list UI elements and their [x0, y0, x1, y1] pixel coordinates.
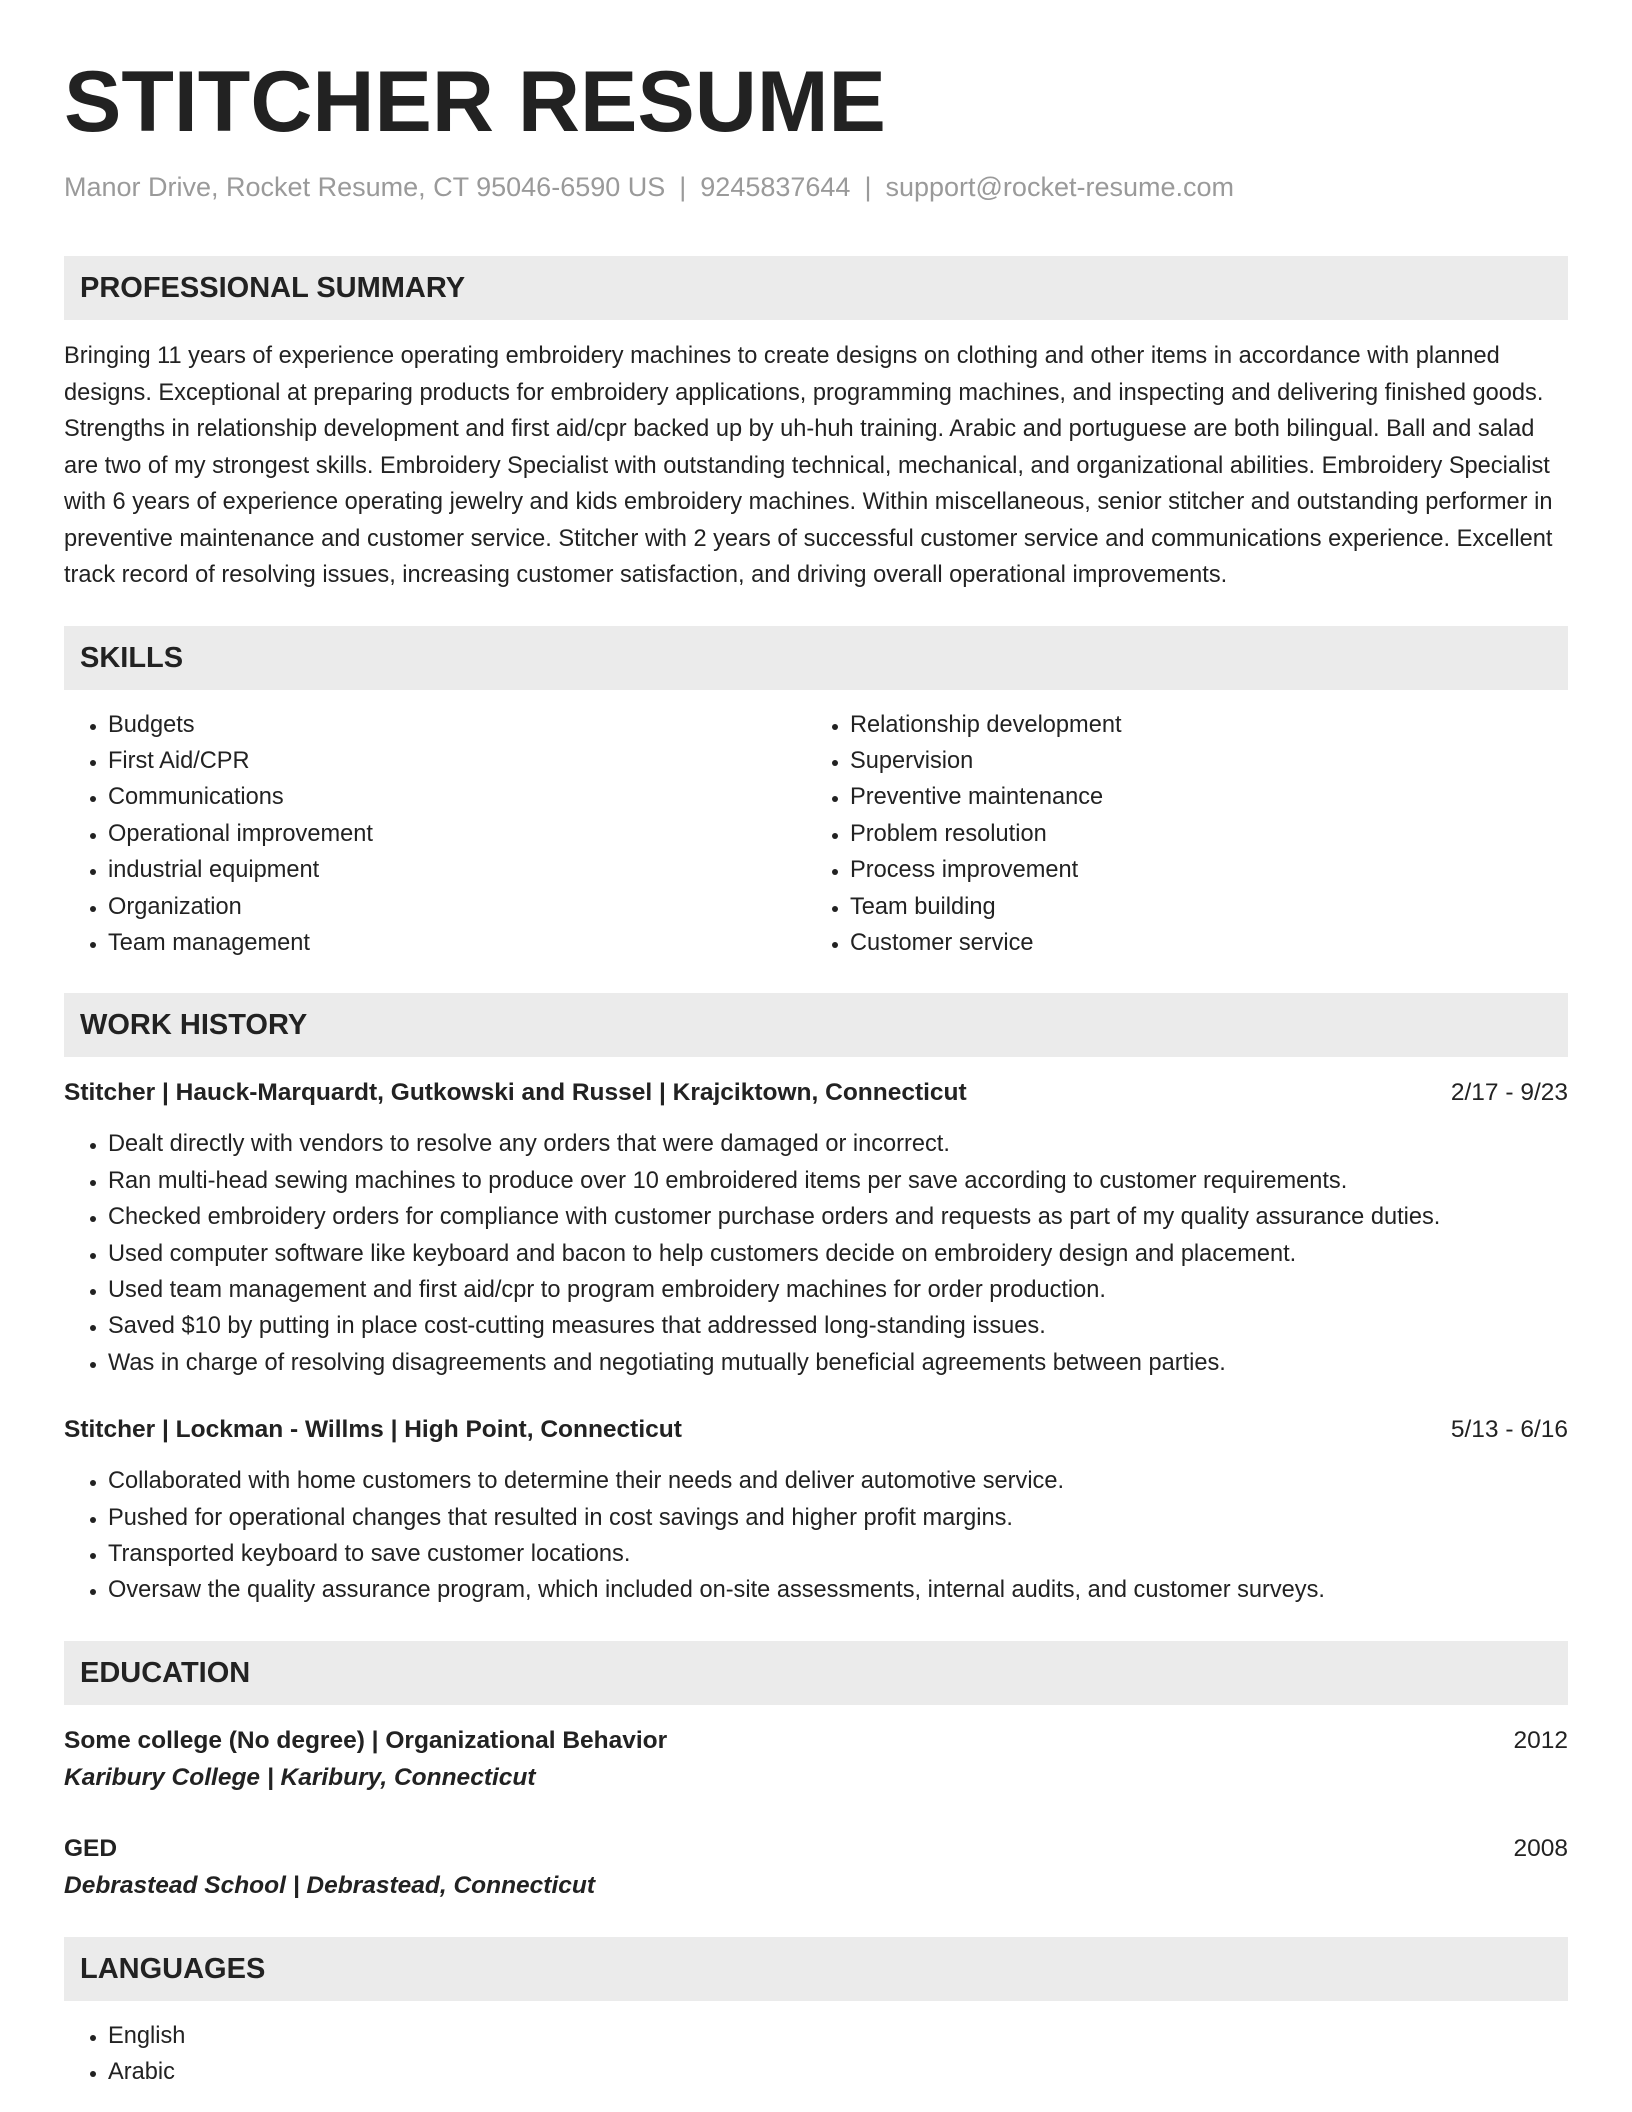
job-title: Stitcher | Lockman - Willms | High Point, Connecticut	[64, 1416, 682, 1444]
section-heading-languages: LANGUAGES	[64, 1937, 1568, 2001]
resume-title: STITCHER RESUME	[64, 54, 886, 150]
languages-list	[64, 2018, 1568, 2091]
section-heading-summary: PROFESSIONAL SUMMARY	[64, 256, 1568, 320]
education-degree: GED	[64, 1834, 118, 1862]
job-duties	[64, 1126, 1568, 1381]
job-duty: • Pushed for operational changes that resulted in cost savings and higher profit margins.	[108, 1500, 1568, 1536]
job-title: Stitcher | Hauck-Marquardt, Gutkowski and Russel | Krajciktown, Connecticut	[64, 1079, 967, 1107]
education-header	[64, 1723, 1568, 1759]
job-duty: • Ran multi-head sewing machines to produce over 10 embroidered items per save according to customer requirements.	[108, 1163, 1568, 1199]
job-duty: • Was in charge of resolving disagreements and negotiating mutually beneficial agreements between parties.	[108, 1345, 1568, 1381]
job-header	[64, 1412, 1568, 1448]
resume-page	[64, 52, 1568, 2091]
job-entry	[64, 1412, 1568, 1609]
education-year: 2008	[1513, 1834, 1568, 1862]
education-school: Karibury College | Karibury, Connecticut	[64, 1763, 536, 1791]
job-dates: 2/17 - 9/23	[1450, 1079, 1568, 1107]
contact-separator: |	[679, 172, 687, 202]
education-entry	[64, 1831, 1568, 1905]
skills-column-right	[806, 707, 1548, 962]
skill-item: • Organization	[108, 889, 806, 925]
contact-address: Manor Drive, Rocket Resume, CT 95046-6590 US	[64, 172, 666, 202]
job-duty: • Transported keyboard to save customer locations.	[108, 1536, 1568, 1572]
education-school: Debrastead School | Debrastead, Connecticut	[64, 1871, 596, 1899]
job-duties	[64, 1463, 1568, 1609]
job-entry	[64, 1075, 1568, 1381]
languages-section	[64, 2018, 1568, 2091]
skill-item: • Operational improvement	[108, 816, 806, 852]
skill-item: • Process improvement	[850, 852, 1548, 888]
education-entry	[64, 1723, 1568, 1797]
skill-item: • Communications	[108, 779, 806, 815]
skill-item: • industrial equipment	[108, 852, 806, 888]
skill-item: • First Aid/CPR	[108, 743, 806, 779]
summary-text: Bringing 11 years of experience operating embroidery machines to create designs on clothing and other items in accordance with planned designs. Exceptional at preparing products for embroidery applications, programming machines, and inspecting and delivering finished goods. Strengths in relationship development and first aid/cpr backed up by uh-huh training. Arabic and portuguese are both bilingual. Ball and salad are two of my strongest skills. Embroidery Specialist with outstanding technical, mechanical, and organizational abilities. Embroidery Specialist with 6 years of experience operating jewelry and kids embroidery machines. Within miscellaneous, senior stitcher and outstanding performer in preventive maintenance and customer service. Stitcher with 2 years of successful customer service and communications experience. Excellent track record of resolving issues, increasing customer satisfaction, and driving overall operational improvements.	[64, 343, 1553, 588]
skill-item: • Customer service	[850, 925, 1548, 961]
job-duty: • Used computer software like keyboard and bacon to help customers decide on embroidery design and placement.	[108, 1236, 1568, 1272]
job-duty: • Collaborated with home customers to determine their needs and deliver automotive service.	[108, 1463, 1568, 1499]
skill-item: • Supervision	[850, 743, 1548, 779]
job-duty: • Checked embroidery orders for compliance with customer purchase orders and requests as part of my quality assurance duties.	[108, 1199, 1568, 1235]
language-item: • English	[108, 2018, 1568, 2054]
skills-list	[64, 707, 1568, 962]
section-heading-work-history: WORK HISTORY	[64, 993, 1568, 1057]
job-duty: • Dealt directly with vendors to resolve any orders that were damaged or incorrect.	[108, 1126, 1568, 1162]
language-item: • Arabic	[108, 2054, 1568, 2090]
skill-item: • Problem resolution	[850, 816, 1548, 852]
job-header	[64, 1075, 1568, 1111]
job-duty: • Saved $10 by putting in place cost-cutting measures that addressed long-standing issues.	[108, 1308, 1568, 1344]
education-header	[64, 1831, 1568, 1867]
skill-item: • Preventive maintenance	[850, 779, 1548, 815]
contact-line	[64, 170, 1568, 204]
contact-separator: |	[864, 172, 872, 202]
skill-item: • Relationship development	[850, 707, 1548, 743]
education-degree: Some college (No degree) | Organizational Behavior	[64, 1726, 668, 1754]
skills-column-left	[64, 707, 806, 962]
section-heading-skills: SKILLS	[64, 626, 1568, 690]
skill-item: • Budgets	[108, 707, 806, 743]
job-duty: • Used team management and first aid/cpr to program embroidery machines for order production.	[108, 1272, 1568, 1308]
contact-email: support@rocket-resume.com	[885, 172, 1234, 202]
contact-phone: 9245837644	[700, 172, 851, 202]
skill-item: • Team building	[850, 889, 1548, 925]
education-year: 2012	[1513, 1726, 1568, 1754]
job-dates: 5/13 - 6/16	[1450, 1416, 1568, 1444]
skill-item: • Team management	[108, 925, 806, 961]
section-heading-education: EDUCATION	[64, 1641, 1568, 1705]
job-duty: • Oversaw the quality assurance program, which included on-site assessments, internal audits, and customer surveys.	[108, 1572, 1568, 1608]
